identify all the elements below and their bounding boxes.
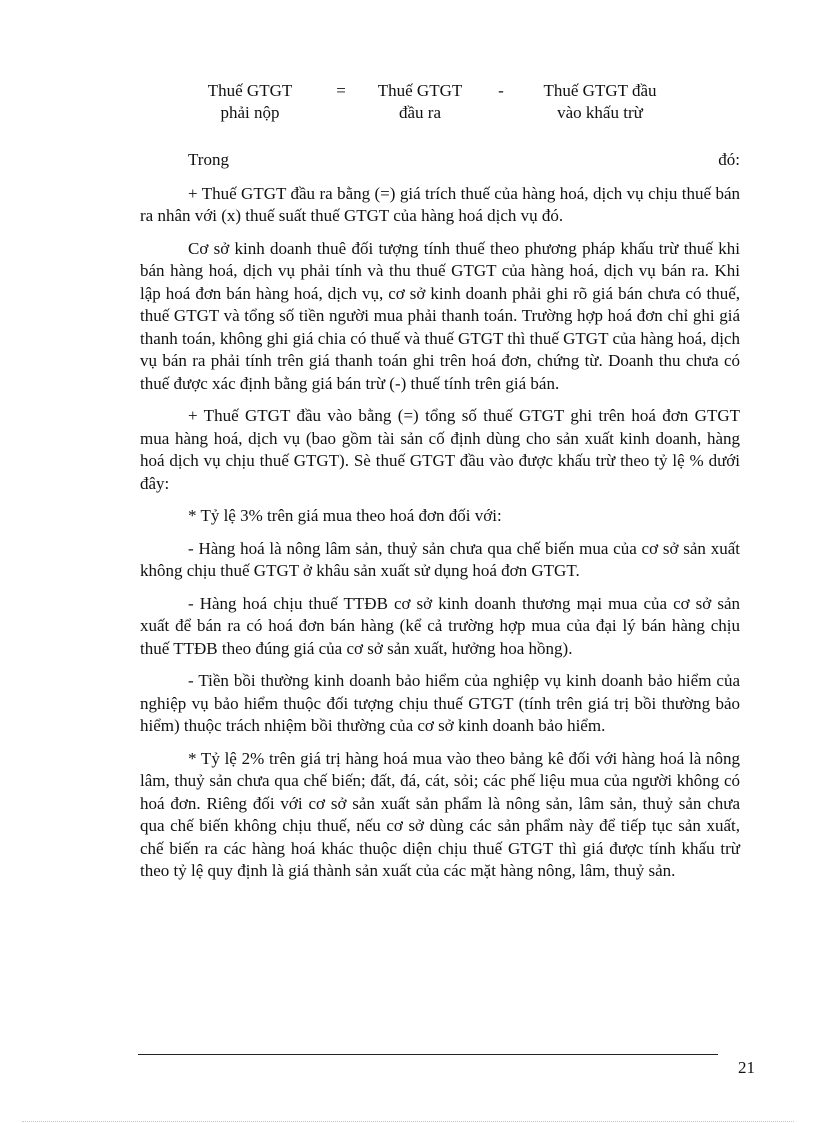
vat-formula bbox=[200, 80, 690, 126]
paragraph-special-consumption-goods: - Hàng hoá chịu thuế TTĐB cơ sở kinh doanh thương mại mua của cơ sở sản xuất để bán ra có hoá đơn bán hàng (kể cả trường hợp mua của đại lý bán hàng chịu thuế TTĐB theo đúng giá của cơ sở sản xuất, hưởng hoa hồng). bbox=[140, 593, 740, 658]
footer-rule bbox=[138, 1054, 718, 1055]
paragraph-input-vat: + Thuế GTGT đầu vào bằng (=) tổng số thuế GTGT ghi trên hoá đơn GTGT mua hàng hoá, dịch vụ (bao gồm tài sản cố định dùng cho sản xuất kinh doanh, hàng hoá dịch vụ chịu thuế GTGT). Sè thuế GTGT đầu vào được khấu trừ theo tỷ lệ % dưới đây: bbox=[140, 406, 740, 493]
paragraph-output-vat: + Thuế GTGT đầu ra bằng (=) giá trích thuế của hàng hoá, dịch vụ chịu thuế bán ra nhân với (x) thuế suất thuế GTGT của hàng hoá dịch vụ đó. bbox=[140, 183, 740, 225]
trong-do-line bbox=[140, 149, 740, 172]
paragraph-rate-2-percent: * Tỷ lệ 2% trên giá trị hàng hoá mua vào theo bảng kê đối với hàng hoá là nông lâm, thuỷ sản chưa qua chế biến; đất, đá, cát, sỏi; các phế liệu mua của người không có hoá đơn. Riêng đối với cơ sở sản xuất sản phẩm là nông sản, lâm sản, thuỷ sản chưa qua chế biến không chịu thuế, nếu cơ sở dùng các sản phẩm này để tiếp tục sản xuất, chế biến ra các hàng hoá khác thuộc diện chịu thuế GTGT thì giá được tính khấu trừ theo tỷ lệ quy định là giá thành sản xuất của các mặt hàng nông, lâm, thuỷ sản. bbox=[140, 748, 740, 880]
paragraph-agricultural-goods: - Hàng hoá là nông lâm sản, thuỷ sản chưa qua chế biến mua của cơ sở sản xuất không chịu thuế GTGT ở khâu sản xuất sử dụng hoá đơn GTGT. bbox=[140, 538, 740, 580]
body-text bbox=[140, 149, 740, 893]
trong-word: Trong bbox=[188, 150, 229, 169]
formula-input-vat bbox=[530, 80, 670, 124]
formula-lhs-line1: Thuế GTGT bbox=[207, 81, 293, 100]
formula-output-vat bbox=[365, 80, 475, 124]
paragraph-insurance-compensation: - Tiền bồi thường kinh doanh bảo hiểm của nghiệp vụ kinh doanh bảo hiểm của nghiệp vụ bảo hiểm thuộc đối tượng chịu thuế GTGT (tính trên giá trị bồi thường bảo hiểm) thuộc trách nhiệm bồi thường của cơ sở kinh doanh bảo hiểm. bbox=[140, 671, 740, 735]
paragraph-business-obligation: Cơ sở kinh doanh thuê đối tượng tính thuế theo phương pháp khấu trừ thuế khi bán hàng hoá, dịch vụ phải tính và thu thuế GTGT của hàng hoá, dịch vụ bán ra. Khi lập hoá đơn bán hàng hoá, dịch vụ, cơ sở kinh doanh phải ghi rõ giá bán chưa có thuế, thuế GTGT và tổng số tiền người mua phải thanh toán. Trường hợp hoá đơn chỉ ghi giá thanh toán, không ghi giá chia có thuế và thuế GTGT thì thuế GTGT của hàng hoá, dịch vụ bán ra phải tính trên giá thanh toán ghi trên hoá đơn, chứng từ. Doanh thu chưa có thuế được xác định bằng giá bán trừ (-) thuế tính trên giá bán. bbox=[140, 238, 740, 393]
formula-input-vat-line2: vào khấu trừ bbox=[557, 103, 643, 122]
page-bottom-border bbox=[22, 1121, 794, 1122]
formula-lhs bbox=[200, 80, 300, 124]
formula-output-vat-line1: Thuế GTGT bbox=[377, 81, 463, 100]
formula-input-vat-line1: Thuế GTGT đầu bbox=[543, 81, 657, 100]
formula-output-vat-line2: đầu ra bbox=[398, 103, 441, 122]
paragraph-rate-3-percent: * Tỷ lệ 3% trên giá mua theo hoá đơn đối với: bbox=[188, 506, 502, 525]
formula-equals-sign: = bbox=[336, 81, 346, 100]
do-word: đó: bbox=[718, 150, 740, 169]
formula-minus-sign: - bbox=[498, 81, 504, 100]
formula-lhs-line2: phải nộp bbox=[220, 103, 280, 122]
page-number: 21 bbox=[738, 1058, 755, 1077]
